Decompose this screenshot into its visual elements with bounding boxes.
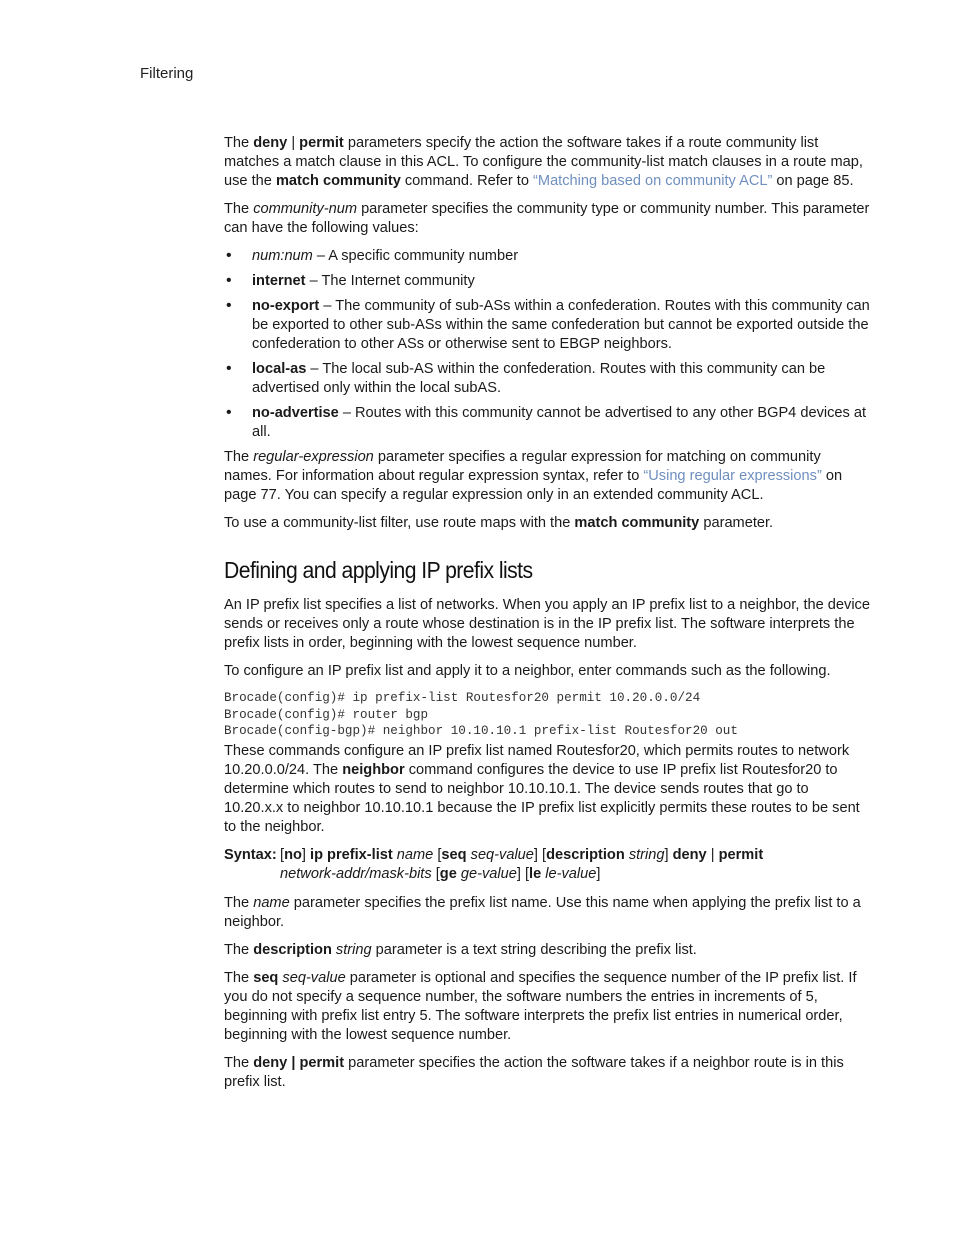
keyword-ip-prefix-list: ip prefix-list [310, 846, 393, 863]
text: ] [596, 865, 601, 882]
keyword-match-community: match community [275, 173, 401, 189]
text: The [224, 894, 254, 911]
text: ] [301, 846, 311, 863]
text: ] [664, 846, 673, 863]
keyword-deny: deny [253, 135, 288, 151]
bullet-term: internet [252, 273, 306, 289]
text: The [224, 135, 254, 151]
param-string: string [335, 941, 372, 958]
text: command. Refer to [400, 173, 534, 189]
param-network-mask: network-addr/mask-bits [280, 865, 432, 882]
keyword-no: no [284, 846, 302, 863]
keyword-neighbor: neighbor [342, 761, 405, 778]
text: command configures the device to use IP prefix list Routesfor20 to determine which routes to send to neighbor 10.10.10.1. The device sends routes that go to 10.20.x.x to neighbor 10.10.10.1 because the IP prefix list explicitly permits these routes to be sent to the neighbor. [224, 761, 860, 835]
text: parameter. [699, 515, 774, 531]
text: [ [433, 846, 442, 863]
paragraph-seq-param [224, 969, 870, 1045]
text: parameter specifies the action the software takes if a neighbor route is in this prefix list. [224, 1054, 844, 1090]
text: The [224, 449, 254, 465]
keyword-permit: permit [718, 846, 764, 863]
paragraph-name-param [224, 894, 870, 932]
text: parameter is optional and specifies the sequence number of the IP prefix list. If you do not specify a sequence number, the software numbers the entries in increments of 5, beginning with prefix list entry 5. The software interprets the prefix list entries in numerical order, beginning with the lowest sequence number. [224, 969, 857, 1043]
keyword-deny-permit: deny | permit [253, 1054, 345, 1071]
param-ge-value: ge-value [460, 865, 517, 882]
keyword-ge: ge [439, 865, 457, 882]
bullet-text: – The Internet community [305, 273, 475, 289]
community-values-list [224, 247, 870, 442]
bullet-text: – The local sub-AS within the confederation. Routes with this community can be advertised only within the local subAS. [252, 361, 826, 396]
paragraph-deny-permit [224, 134, 870, 191]
list-item [224, 247, 870, 266]
paragraph-configure-prefix-list: To configure an IP prefix list and apply it to a neighbor, enter commands such as the following. [224, 663, 831, 679]
bullet-term: local-as [252, 361, 307, 377]
bullet-term: no-export [252, 298, 320, 314]
text: | [706, 846, 719, 863]
text: parameter specifies the prefix list name. Use this name when applying the prefix list to a neighbor. [224, 894, 861, 930]
param-string: string [628, 846, 665, 863]
text: parameters specify the action the software takes if a route community list matches a match clause in this ACL. To configure the community-list match clauses in a route map, use the [224, 135, 863, 189]
paragraph-community-list-filter [224, 514, 870, 533]
param-regular-expression: regular-expression [253, 449, 374, 465]
keyword-seq: seq [253, 969, 279, 986]
param-name: name [396, 846, 434, 863]
code-line: Brocade(config-bgp)# neighbor 10.10.10.1 prefix-list Routesfor20 out [224, 724, 738, 738]
list-item [224, 297, 870, 354]
keyword-seq: seq [441, 846, 467, 863]
text: on page 85. [772, 173, 854, 189]
link-matching-community-acl[interactable]: “Matching based on community ACL” [533, 173, 773, 189]
text: To use a community-list filter, use route maps with the [224, 515, 575, 531]
page-content [224, 134, 870, 1101]
paragraph-community-num [224, 200, 870, 238]
paragraph-commands-explained [224, 742, 870, 837]
syntax-body [280, 846, 870, 884]
bullet-text: – Routes with this community cannot be advertised to any other BGP4 devices at all. [252, 405, 867, 440]
code-line: Brocade(config)# router bgp [224, 707, 429, 722]
bullet-term: no-advertise [252, 405, 339, 421]
param-seq-value: seq-value [282, 969, 346, 986]
keyword-deny: deny [672, 846, 707, 863]
paragraph-regular-expression [224, 448, 870, 505]
keyword-permit: permit [299, 135, 344, 151]
param-community-num: community-num [253, 201, 358, 217]
paragraph-prefix-list-intro: An IP prefix list specifies a list of networks. When you apply an IP prefix list to a neighbor, the device sends or receives only a route whose destination is in the IP prefix list. The software interprets the prefix lists in order, beginning with the lowest sequence number. [224, 597, 870, 651]
code-block [224, 690, 870, 740]
bullet-text: – A specific community number [312, 248, 519, 264]
text: on page 77. You can specify a regular expression only in an extended community ACL. [224, 468, 843, 503]
text: The [224, 1054, 254, 1071]
section-heading: Defining and applying IP prefix lists [224, 557, 533, 583]
text: | [287, 135, 300, 151]
param-name: name [253, 894, 290, 911]
paragraph-deny-permit-param [224, 1054, 870, 1092]
list-item [224, 360, 870, 398]
text: The [224, 941, 254, 958]
bullet-term: num:num [252, 248, 313, 264]
keyword-le: le [529, 865, 542, 882]
text: ] [ [516, 865, 530, 882]
link-using-regular-expressions[interactable]: “Using regular expressions” [643, 468, 822, 484]
syntax-label: Syntax: [224, 846, 277, 863]
param-le-value: le-value [545, 865, 597, 882]
text: parameter specifies a regular expression for matching on community names. For information about regular expression syntax, refer to [224, 449, 821, 484]
text: ] [ [533, 846, 547, 863]
list-item [224, 404, 870, 442]
text: parameter specifies the community type or community number. This parameter can have the following values: [224, 201, 870, 236]
running-head: Filtering [140, 65, 194, 82]
param-seq-value: seq-value [470, 846, 534, 863]
keyword-description: description [253, 941, 332, 958]
text: The [224, 969, 254, 986]
syntax-block [224, 846, 870, 884]
text: These commands configure an IP prefix list named Routesfor20, which permits routes to network 10.20.0.0/24. The [224, 742, 850, 778]
code-line: Brocade(config)# ip prefix-list Routesfor20 permit 10.20.0.0/24 [224, 691, 701, 705]
paragraph-description-param [224, 941, 870, 960]
keyword-match-community: match community [574, 515, 700, 531]
text: [ [431, 865, 440, 882]
keyword-description: description [546, 846, 625, 863]
text: [ [280, 846, 285, 863]
bullet-text: – The community of sub-ASs within a confederation. Routes with this community can be exported to other sub-ASs within the same confederation but cannot be exported outside the confederation to other ASs or otherwise sent to EBGP neighbors. [252, 298, 870, 352]
list-item [224, 272, 870, 291]
text: The [224, 201, 254, 217]
text: parameter is a text string describing the prefix list. [371, 941, 697, 958]
